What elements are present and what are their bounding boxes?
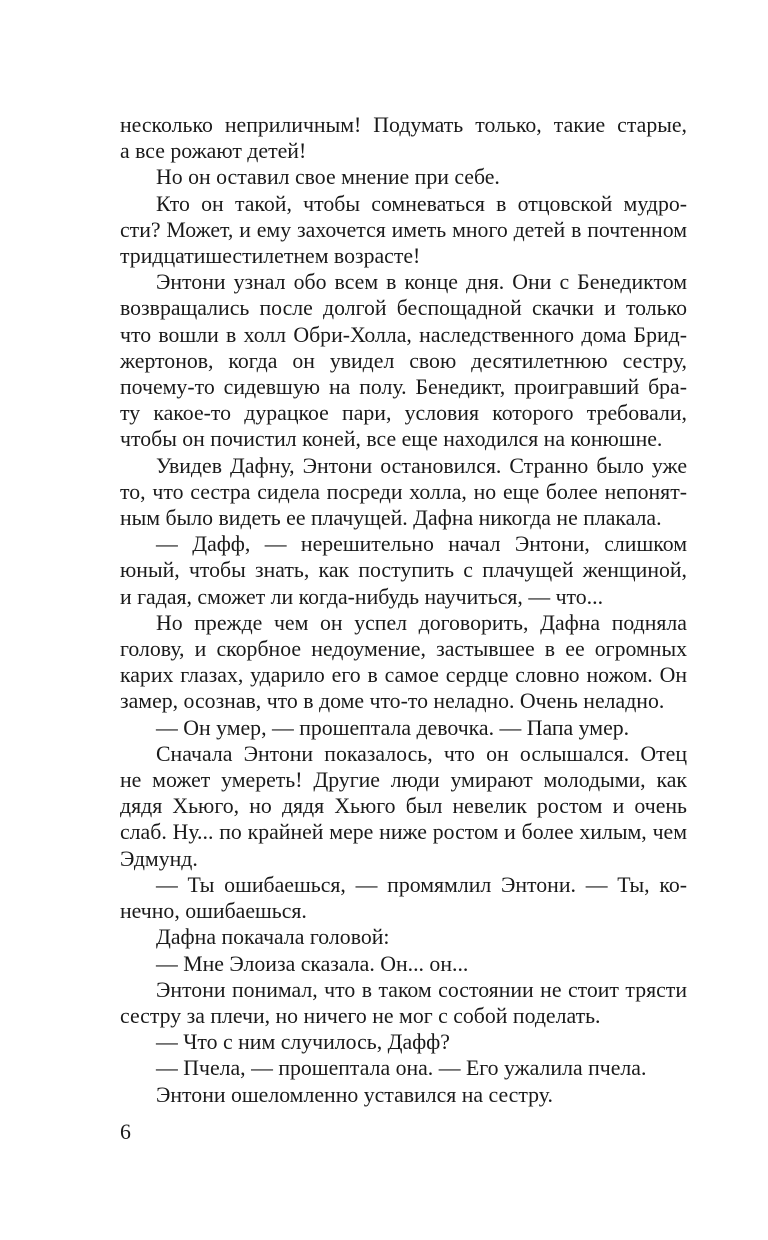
body-text — [120, 112, 687, 1108]
text-line: сестру за плечи, но ничего не мог с собой поделать. — [120, 1003, 601, 1028]
text-line: тридцатишестилетнем возрасте! — [120, 244, 421, 269]
text-line: дядя Хьюго, но дядя Хьюго был невелик ростом и очень — [120, 794, 687, 819]
text-line: нечно, ошибаешься. — [120, 899, 307, 924]
text-line: юный, чтобы знать, как поступить с плачущей женщиной, — [120, 558, 687, 583]
text-line: ту какое-то дурацкое пари, условия которого требовали, — [120, 401, 687, 426]
text-line: несколько неприличным! Подумать только, такие старые, — [120, 113, 687, 137]
text-line: Энтони ошеломленно уставился на сестру. — [156, 1082, 553, 1107]
text-line: почему-то сидевшую на полу. Бенедикт, проигравший бра- — [120, 375, 687, 400]
text-line: возвращались после долгой беспощадной скачки и только — [120, 296, 687, 321]
text-line: и гадая, сможет ли когда-нибудь научиться, — что... — [120, 584, 604, 609]
page-number: 6 — [120, 1120, 131, 1144]
text-line: Но он оставил свое мнение при себе. — [156, 165, 500, 190]
text-line: ным было видеть ее плачущей. Дафна никогда не плакала. — [120, 506, 662, 531]
text-line: Дафна покачала головой: — [156, 925, 390, 950]
text-line: — Мне Элоиза сказала. Он... он... — [156, 951, 469, 976]
text-line: карих глазах, ударило его в самое сердце словно ножом. Он — [120, 663, 687, 688]
text-line: слаб. Ну... по крайней мере ниже ростом и более хилым, чем — [120, 820, 687, 845]
text-line: чтобы он почистил коней, все еще находился на конюшне. — [120, 427, 663, 452]
text-line: — Ты ошибаешься, — промямлил Энтони. — Ты, ко- — [156, 872, 687, 897]
text-line: Кто он такой, чтобы сомневаться в отцовской мудро- — [156, 191, 687, 216]
text-line: — Дафф, — нерешительно начал Энтони, слишком — [156, 532, 687, 557]
text-line: Энтони узнал обо всем в конце дня. Они с Бенедиктом — [156, 270, 687, 295]
text-line: а все рожают детей! — [120, 139, 307, 164]
text-line: замер, осознав, что в доме что-то неладно. Очень неладно. — [120, 689, 665, 714]
text-line: — Пчела, — прошептала она. — Его ужалила пчела. — [156, 1056, 647, 1081]
text-line: Сначала Энтони показалось, что он ослышался. Отец — [156, 741, 687, 766]
text-line: жертонов, когда он увидел свою десятилетнюю сестру, — [120, 348, 687, 373]
text-line: что вошли в холл Обри-Холла, наследственного дома Брид- — [120, 322, 687, 347]
text-line: Эдмунд. — [120, 846, 198, 871]
text-line: Но прежде чем он успел договорить, Дафна подняла — [156, 610, 687, 635]
text-line: — Он умер, — прошептала девочка. — Папа умер. — [156, 715, 630, 740]
text-line: сти? Может, и ему захочется иметь много детей в почтенном — [120, 217, 687, 242]
text-line: Энтони понимал, что в таком состоянии не стоит трясти — [156, 977, 687, 1002]
text-line: голову, и скорбное недоумение, застывшее в ее огромных — [120, 637, 687, 662]
book-page-body — [120, 112, 687, 1108]
text-line: не может умереть! Другие люди умирают молодыми, как — [120, 768, 687, 793]
text-line: — Что с ним случилось, Дафф? — [156, 1030, 450, 1055]
text-line: Увидев Дафну, Энтони остановился. Странно было уже — [156, 453, 687, 478]
text-line: то, что сестра сидела посреди холла, но еще более непонят- — [120, 479, 687, 504]
